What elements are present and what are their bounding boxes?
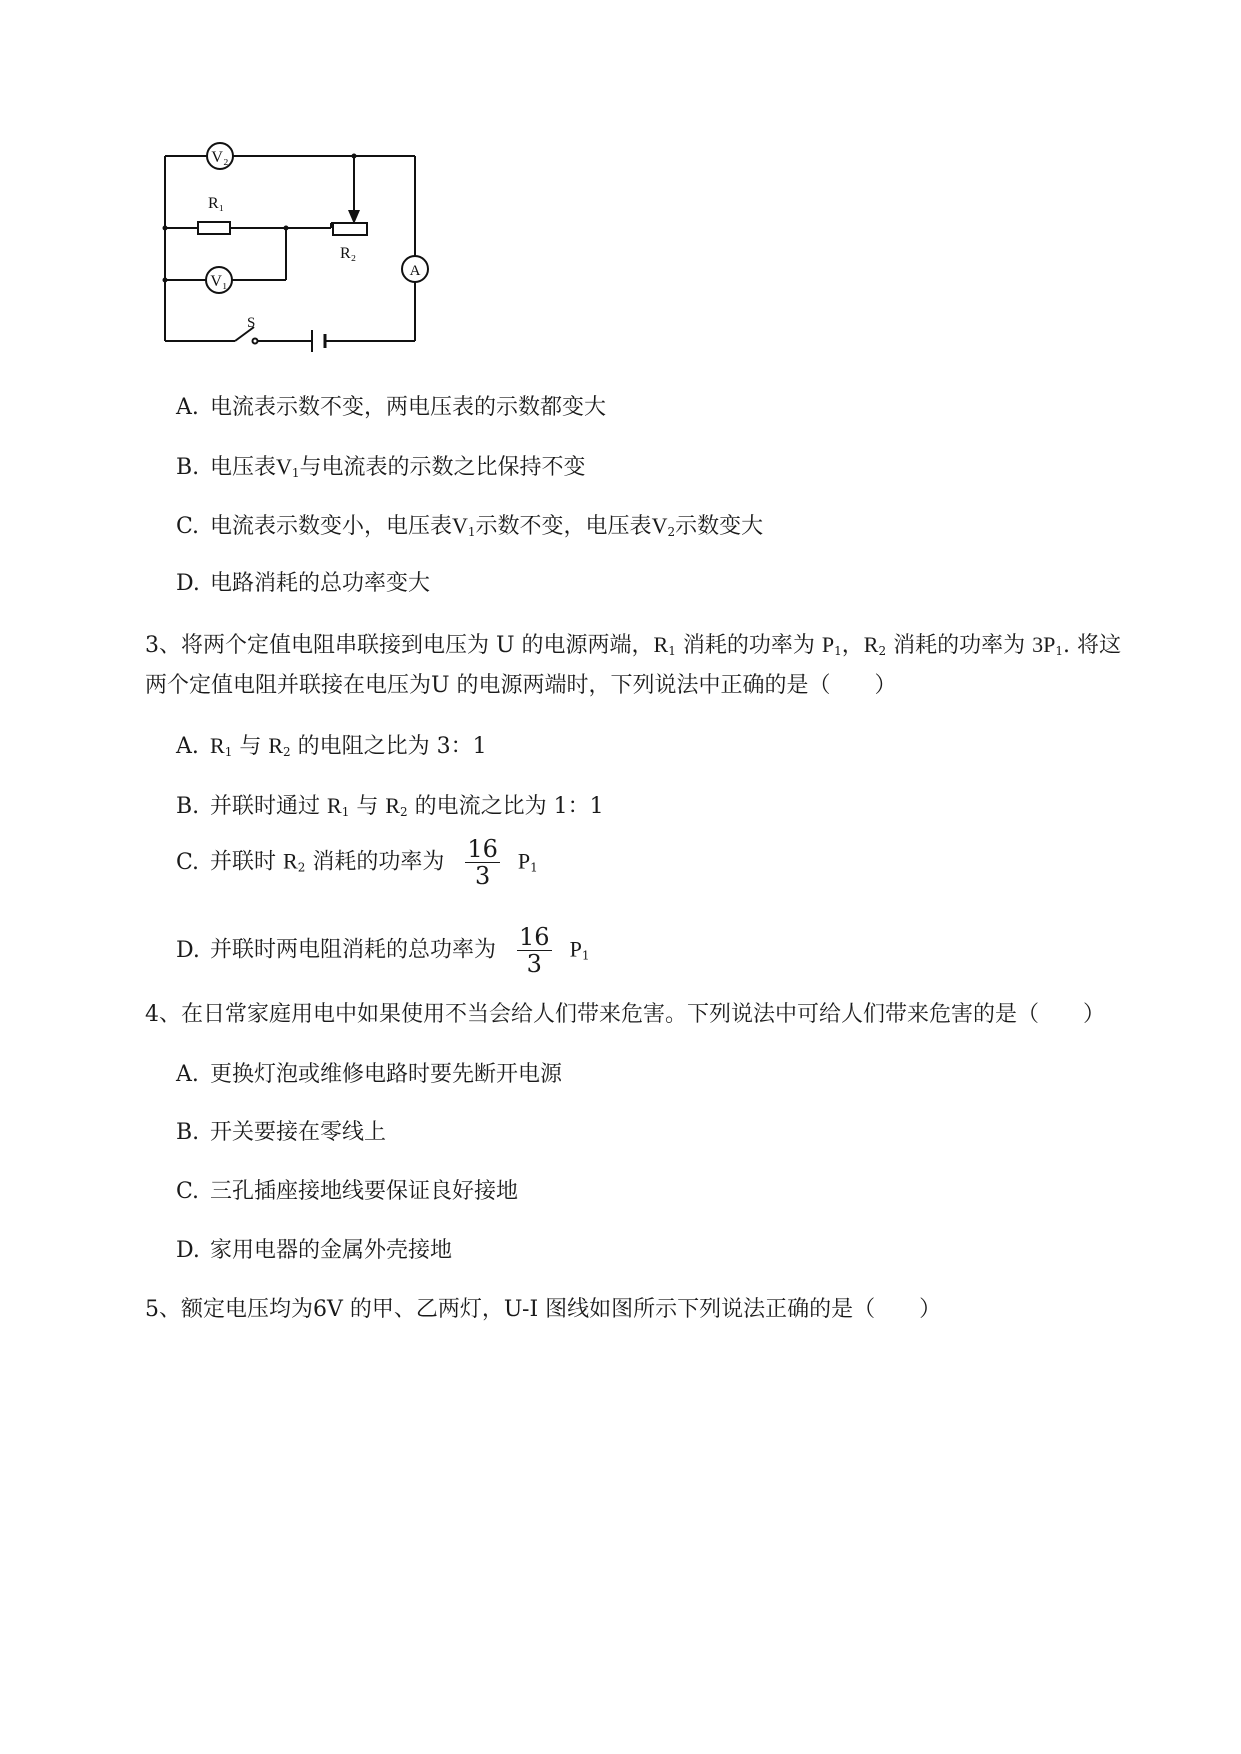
q3-option-a: A. $R_1$ 与 $R_2$ 的电阻之比为 3：1 xyxy=(176,733,487,759)
q4-option-b: B. 开关要接在零线上 xyxy=(176,1120,387,1145)
v1-label: V₁ xyxy=(210,273,228,290)
q3-option-c: C. 并联时 $R_2$ 消耗的功率为 $\frac{16}{3}$ $P_1$ xyxy=(176,835,538,890)
slider-arrow xyxy=(348,210,360,224)
r2-label: R₂ xyxy=(340,245,357,262)
q4-option-d: D. 家用电器的金属外壳接地 xyxy=(176,1238,453,1263)
fraction-16-3: $\frac{16}{3}$ xyxy=(467,835,498,890)
v2-label: V₂ xyxy=(211,149,229,166)
q5-stem: 5、额定电压均为6V 的甲、乙两灯，U-I 图线如图所示下列说法正确的是（ ） xyxy=(145,1297,942,1322)
resistor-r2 xyxy=(333,223,367,235)
switch-label: S xyxy=(247,315,256,331)
q4-option-a: A. 更换灯泡或维修电路时要先断开电源 xyxy=(176,1062,563,1087)
q2-option-d: D. 电路消耗的总功率变大 xyxy=(176,571,431,596)
circuit-diagram xyxy=(150,130,490,410)
q4-stem: 4、在日常家庭用电中如果使用不当会给人们带来危害。下列说法中可给人们带来危害的是（ ） xyxy=(145,1002,1106,1027)
q2-option-a: A. 电流表示数不变，两电压表的示数都变大 xyxy=(176,395,607,420)
resistor-r1 xyxy=(198,222,230,234)
q3-option-b: B. 并联时通过 $R_1$ 与 $R_2$ 的电流之比为 1：1 xyxy=(176,793,604,819)
r1-label: R₁ xyxy=(208,195,225,212)
q3-stem-line1: 3、将两个定值电阻串联接到电压为 U 的电源两端，$R_1$ 消耗的功率为 $P_1$，$R_2$ 消耗的功率为 $3P_1$. 将这 xyxy=(145,632,1121,658)
q3-option-d: D. 并联时两电阻消耗的总功率为 $\frac{16}{3}$ $P_1$ xyxy=(176,923,590,978)
ammeter-label: A xyxy=(409,263,421,279)
q4-option-c: C. 三孔插座接地线要保证良好接地 xyxy=(176,1179,519,1204)
q2-option-b: B. 电压表$V_1$与电流表的示数之比保持不变 xyxy=(176,454,586,480)
fraction-16-3: $\frac{16}{3}$ xyxy=(519,923,550,978)
q2-option-c: C. 电流表示数变小，电压表$V_1$示数不变，电压表$V_2$示数变大 xyxy=(176,513,764,539)
q3-stem-line2: 两个定值电阻并联接在电压为U 的电源两端时，下列说法中正确的是（ ） xyxy=(145,673,897,698)
